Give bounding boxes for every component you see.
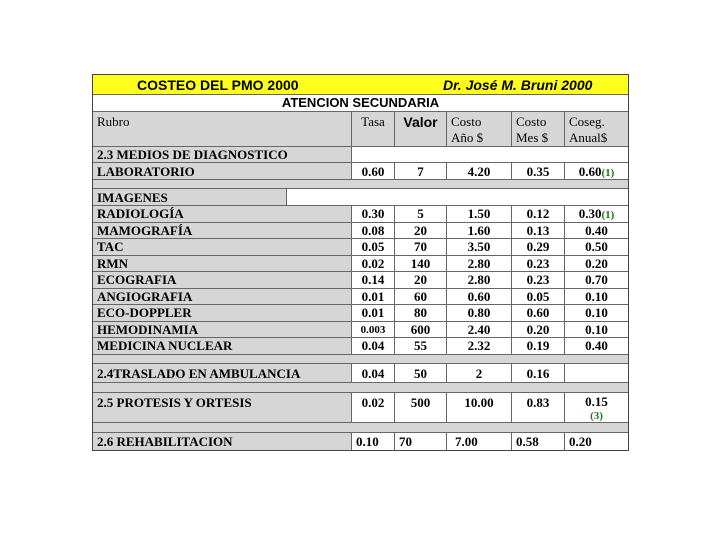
imagenes-row-tasa-value: 0.14 [361, 272, 385, 287]
lab-row-anio: 4.20 [447, 163, 512, 180]
imagenes-title: IMAGENES [93, 189, 287, 206]
imagenes-row-valor-value: 20 [414, 272, 427, 287]
section-23-filler [352, 147, 628, 163]
imagenes-row-anio-value: 2.80 [467, 272, 491, 287]
imagenes-row-anio [447, 289, 512, 306]
imagenes-row-valor [395, 223, 447, 240]
imagenes-row-valor-value: 20 [414, 222, 427, 238]
imagenes-row-name [93, 305, 352, 322]
imagenes-row-anio-value: 2.32 [467, 338, 491, 353]
imagenes-row-mes [512, 223, 565, 240]
imagenes-row-anio [447, 206, 512, 223]
section-25-name: 2.5 PROTESIS Y ORTESIS [93, 393, 352, 423]
imagenes-row-name [93, 256, 352, 273]
imagenes-row-tasa [352, 338, 395, 355]
imagenes-row-coseg-value: 0.40 [585, 222, 608, 238]
imagenes-row-coseg [565, 305, 628, 322]
imagenes-row-tasa [352, 206, 395, 223]
imagenes-row-tasa-value: 0.01 [361, 305, 385, 320]
imagenes-row-valor [395, 338, 447, 355]
imagenes-row-anio [447, 239, 512, 256]
section-24-coseg [565, 364, 628, 383]
imagenes-row-mes [512, 289, 565, 306]
imagenes-row-anio [447, 256, 512, 273]
imagenes-row-anio-value: 0.80 [467, 305, 491, 320]
imagenes-row-name-value: ECO-DOPPLER [97, 305, 192, 320]
imagenes-row-anio-value: 2.80 [467, 255, 491, 271]
title-row [93, 75, 628, 95]
section-26-tasa: 0.10 [352, 433, 395, 450]
col-header-costo-mes-line2: Mes $ [516, 130, 549, 145]
imagenes-row-anio-value: 1.50 [467, 206, 491, 221]
pmo-cost-table [92, 74, 629, 451]
imagenes-row-name [93, 206, 352, 223]
imagenes-row-mes [512, 305, 565, 322]
imagenes-row-tasa-value: 0.05 [361, 239, 385, 254]
imagenes-row-coseg [565, 338, 628, 355]
section-25-tasa: 0.02 [352, 393, 395, 423]
imagenes-row-valor [395, 322, 447, 339]
imagenes-row-coseg-value: 0.30 [578, 206, 602, 221]
imagenes-row-name-value: TAC [97, 239, 124, 254]
imagenes-row-anio-value: 0.60 [467, 288, 491, 304]
imagenes-row-valor-value: 600 [410, 321, 431, 337]
col-header-coseg [565, 112, 628, 147]
imagenes-row-mes-value: 0.23 [526, 255, 550, 271]
col-header-tasa: Tasa [352, 112, 395, 147]
imagenes-row-coseg [565, 206, 628, 223]
imagenes-row-coseg [565, 223, 628, 240]
imagenes-row-mes-value: 0.29 [526, 239, 550, 254]
imagenes-row-mes-value: 0.13 [526, 222, 550, 238]
section-26-mes: 0.58 [512, 433, 565, 450]
section-26-valor: 70 [395, 433, 447, 450]
imagenes-row-anio-value: 2.40 [467, 321, 491, 337]
section-25-coseg-value: 0.15 [585, 394, 608, 409]
imagenes-row-tasa-value: 0.30 [361, 206, 385, 221]
spacer-row [93, 423, 628, 433]
imagenes-row-mes [512, 272, 565, 289]
section-26-anio: 7.00 [447, 433, 512, 450]
imagenes-row-valor-value: 80 [414, 305, 427, 320]
section-25-mes: 0.83 [512, 393, 565, 423]
col-header-costo-mes [512, 112, 565, 147]
section-23-title: 2.3 MEDIOS DE DIAGNOSTICO [93, 147, 352, 163]
col-header-costo-anio-line2: Año $ [451, 130, 484, 145]
spacer-row [93, 383, 628, 393]
imagenes-row-mes-value: 0.60 [526, 305, 550, 320]
lab-row-coseg [565, 163, 628, 180]
col-header-coseg-line1: Coseg. [569, 114, 605, 129]
imagenes-row-anio [447, 272, 512, 289]
col-header-costo-mes-line1: Costo [516, 114, 547, 129]
imagenes-row-tasa-value: 0.003 [360, 323, 386, 336]
section-25-note: (3) [590, 410, 603, 422]
section-24-anio: 2 [447, 364, 512, 383]
imagenes-row-valor-value: 55 [414, 338, 427, 353]
col-header-coseg-line2: Anual$ [569, 130, 608, 145]
imagenes-row-tasa-value: 0.01 [361, 288, 385, 304]
section-24-tasa: 0.04 [352, 364, 395, 383]
lab-row-coseg-value: 0.60 [578, 164, 602, 179]
imagenes-row-coseg [565, 322, 628, 339]
imagenes-row-note: (1) [601, 209, 615, 221]
imagenes-row-tasa [352, 223, 395, 240]
imagenes-row-valor [395, 272, 447, 289]
imagenes-row-mes-value: 0.19 [526, 338, 550, 353]
section-24-name: 2.4TRASLADO EN AMBULANCIA [93, 364, 352, 383]
imagenes-row-coseg-value: 0.10 [585, 288, 608, 304]
imagenes-row-mes [512, 338, 565, 355]
lab-row-tasa: 0.60 [352, 163, 395, 180]
imagenes-row-coseg-value: 0.10 [585, 305, 608, 320]
imagenes-row-mes [512, 256, 565, 273]
imagenes-row-valor [395, 256, 447, 273]
imagenes-row-name-value: HEMODINAMIA [97, 321, 199, 337]
spacer-row [93, 355, 628, 364]
imagenes-row-name [93, 239, 352, 256]
imagenes-row-anio-value: 3.50 [467, 239, 491, 254]
imagenes-row-coseg [565, 272, 628, 289]
imagenes-row-valor-value: 70 [414, 239, 427, 254]
spacer-row [93, 180, 628, 189]
lab-row-name: LABORATORIO [93, 163, 352, 180]
lab-row-mes: 0.35 [512, 163, 565, 180]
lab-row-note: (1) [601, 167, 615, 179]
imagenes-row-mes [512, 322, 565, 339]
imagenes-row-anio [447, 322, 512, 339]
imagenes-row-anio [447, 305, 512, 322]
col-header-rubro: Rubro [93, 112, 352, 147]
imagenes-row-mes-value: 0.23 [526, 272, 550, 287]
imagenes-row-anio [447, 223, 512, 240]
imagenes-row-tasa [352, 256, 395, 273]
imagenes-row-valor [395, 289, 447, 306]
imagenes-row-mes [512, 239, 565, 256]
section-24-valor: 50 [395, 364, 447, 383]
col-header-costo-anio-line1: Costo [451, 114, 482, 129]
table-title: COSTEO DEL PMO 2000 [137, 77, 299, 93]
imagenes-row-name-value: RADIOLOGÍA [97, 206, 184, 221]
imagenes-row-tasa [352, 289, 395, 306]
imagenes-row-name-value: MEDICINA NUCLEAR [97, 338, 233, 353]
section-24-mes: 0.16 [512, 364, 565, 383]
imagenes-row-tasa [352, 305, 395, 322]
imagenes-row-coseg-value: 0.10 [585, 321, 608, 337]
section-25-coseg [565, 393, 628, 423]
imagenes-row-name [93, 272, 352, 289]
imagenes-row-name [93, 289, 352, 306]
imagenes-row-mes-value: 0.12 [526, 206, 550, 221]
imagenes-row-mes-value: 0.05 [526, 288, 550, 304]
imagenes-row-tasa [352, 322, 395, 339]
imagenes-row-coseg [565, 256, 628, 273]
imagenes-row-tasa-value: 0.04 [361, 338, 385, 353]
imagenes-row-coseg-value: 0.20 [585, 255, 608, 271]
imagenes-row-coseg-value: 0.40 [585, 338, 608, 353]
imagenes-row-valor [395, 305, 447, 322]
col-header-costo-anio [447, 112, 512, 147]
imagenes-row-name [93, 223, 352, 240]
col-header-valor: Valor [395, 112, 447, 147]
imagenes-row-coseg-value: 0.50 [585, 239, 608, 254]
imagenes-row-valor-value: 140 [410, 255, 431, 271]
imagenes-row-name-value: ANGIOGRAFIA [97, 288, 193, 304]
section-25-valor: 500 [395, 393, 447, 423]
imagenes-row-anio-value: 1.60 [467, 222, 491, 238]
imagenes-row-coseg [565, 239, 628, 256]
table-subtitle: ATENCION SECUNDARIA [93, 95, 628, 112]
imagenes-row-valor [395, 206, 447, 223]
imagenes-row-name-value: RMN [97, 255, 129, 271]
imagenes-row-valor-value: 60 [414, 288, 427, 304]
imagenes-row-name-value: ECOGRAFIA [97, 272, 177, 287]
imagenes-row-name [93, 322, 352, 339]
imagenes-row-valor [395, 239, 447, 256]
imagenes-row-mes-value: 0.20 [526, 321, 550, 337]
imagenes-row-anio [447, 338, 512, 355]
imagenes-row-tasa [352, 272, 395, 289]
section-26-name: 2.6 REHABILITACION [93, 433, 352, 450]
imagenes-row-mes [512, 206, 565, 223]
imagenes-filler [287, 189, 628, 206]
imagenes-row-name-value: MAMOGRAFÍA [97, 222, 193, 238]
imagenes-row-name [93, 338, 352, 355]
imagenes-row-tasa [352, 239, 395, 256]
imagenes-row-valor-value: 5 [417, 206, 424, 221]
section-26-coseg: 0.20 [565, 433, 628, 450]
section-25-anio: 10.00 [447, 393, 512, 423]
imagenes-row-tasa-value: 0.08 [361, 222, 385, 238]
table-author: Dr. José M. Bruni 2000 [443, 77, 593, 93]
imagenes-row-tasa-value: 0.02 [361, 255, 385, 271]
imagenes-row-coseg [565, 289, 628, 306]
imagenes-row-coseg-value: 0.70 [585, 272, 608, 287]
lab-row-valor: 7 [395, 163, 447, 180]
